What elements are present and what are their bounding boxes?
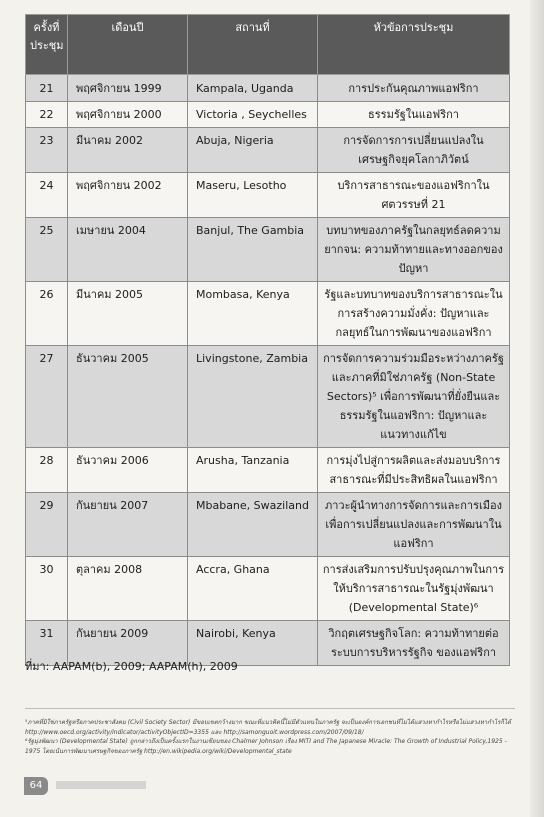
meeting-topic: บทบาทของภาครัฐในกลยุทธ์ลดความยากจน: ความท้าทายและทางออกของปัญหา [318,218,510,282]
table-source: ที่มา: AAPAM(b), 2009; AAPAM(h), 2009 [25,660,238,673]
meeting-number: 23 [26,128,68,173]
meeting-topic: ภาวะผู้นำทางการจัดการและการเมืองเพื่อการเปลี่ยนแปลงและการพัฒนาในแอฟริกา [318,493,510,557]
header-month-year: เดือนปี [68,15,188,75]
meeting-number: 22 [26,102,68,128]
meeting-date: เมษายน 2004 [68,218,188,282]
meeting-topic: การประกันคุณภาพแอฟริกา [318,75,510,102]
footnote-5: ⁵ภาคที่มิใช่ภาครัฐหรือภาคประชาสังคม (Civil Society Sector) มีขอบเขตกว้างมาก ขณะที่แนวคิดนี้ไม่มีตัวแทนในภาครัฐ จะเป็นองค์การเอกชนที่ไม่ได้แสวงหากำไรหรือไม่แสวงหากำไรก็ได้ http://www.oecd.org/activity/indicator/activityObjectID=3355 และ http://samonguoit.wordpress.com/2007/09/18/ [25,719,511,736]
meeting-date: พฤศจิกายน 1999 [68,75,188,102]
meeting-date: ตุลาคม 2008 [68,557,188,621]
meeting-venue: Livingstone, Zambia [188,346,318,448]
meeting-topic: ธรรมรัฐในแอฟริกา [318,102,510,128]
meeting-topic: รัฐและบทบาทของบริการสาธารณะในการสร้างความมั่งคั่ง: ปัญหาและกลยุทธ์ในการพัฒนาของแอฟริกา [318,282,510,346]
table-row [26,557,510,621]
table-header-row [26,15,510,75]
table-row [26,448,510,493]
meeting-venue: Mbabane, Swaziland [188,493,318,557]
meeting-topic: บริการสาธารณะของแอฟริกาในศตวรรษที่ 21 [318,173,510,218]
header-meeting-number: ครั้งที่ ประชุม [26,15,68,75]
meeting-venue: Abuja, Nigeria [188,128,318,173]
footnote-6: ⁶รัฐมุ่งพัฒนา (Developmental State) ถูกกล่าวถึงเป็นครั้งแรกในงานเขียนของ Chalmer Johnson เรื่อง MITI and The Japanese Miracle: The Growth of Industrial Policy,1925 - 1975 โดยเน้นการพัฒนาเศรษฐกิจของภาครัฐ http://en.wikipedia.org/wiki/Developmental_state [25,738,507,755]
meeting-venue: Arusha, Tanzania [188,448,318,493]
meeting-date: พฤศจิกายน 2002 [68,173,188,218]
table-row [26,75,510,102]
footnotes [25,718,515,756]
meeting-venue: Nairobi, Kenya [188,621,318,666]
meetings-table [25,14,510,666]
meeting-date: มีนาคม 2005 [68,282,188,346]
meeting-date: กันยายน 2009 [68,621,188,666]
meeting-date: กันยายน 2007 [68,493,188,557]
page-number: 64 [24,777,48,795]
meeting-number: 25 [26,218,68,282]
meeting-venue: Maseru, Lesotho [188,173,318,218]
meeting-date: ธันวาคม 2005 [68,346,188,448]
table-row [26,493,510,557]
table-row [26,128,510,173]
meeting-venue: Victoria , Seychelles [188,102,318,128]
meeting-number: 26 [26,282,68,346]
table-row [26,218,510,282]
meeting-number: 31 [26,621,68,666]
meeting-date: พฤศจิกายน 2000 [68,102,188,128]
meeting-topic: การจัดการการเปลี่ยนแปลงในเศรษฐกิจยุคโลกาภิวัตน์ [318,128,510,173]
meeting-venue: Banjul, The Gambia [188,218,318,282]
meeting-venue: Mombasa, Kenya [188,282,318,346]
meeting-venue: Kampala, Uganda [188,75,318,102]
table-row [26,102,510,128]
page-edge [530,0,544,817]
header-venue: สถานที่ [188,15,318,75]
table-row [26,173,510,218]
footnote-divider [25,708,515,709]
meeting-number: 27 [26,346,68,448]
meeting-venue: Accra, Ghana [188,557,318,621]
meeting-topic: การมุ่งไปสู่การผลิตและส่งมอบบริการสาธารณะที่มีประสิทธิผลในแอฟริกา [318,448,510,493]
footer-decoration [56,781,146,789]
meeting-date: ธันวาคม 2006 [68,448,188,493]
meeting-number: 21 [26,75,68,102]
table-row [26,282,510,346]
table-row [26,346,510,448]
meeting-number: 30 [26,557,68,621]
meeting-date: มีนาคม 2002 [68,128,188,173]
header-topic: หัวข้อการประชุม [318,15,510,75]
meeting-topic: การส่งเสริมการปรับปรุงคุณภาพในการให้บริการสาธารณะในรัฐมุ่งพัฒนา (Developmental State)⁶ [318,557,510,621]
meeting-topic: การจัดการความร่วมมือระหว่างภาครัฐและภาคที่มิใช่ภาครัฐ (Non-State Sectors)⁵ เพื่อการพัฒนาที่ยั่งยืนและธรรมรัฐในแอฟริกา: ปัญหาและแนวทางแก้ไข [318,346,510,448]
meeting-number: 24 [26,173,68,218]
meeting-topic: วิกฤตเศรษฐกิจโลก: ความท้าทายต่อระบบการบริหารรัฐกิจ ของแอฟริกา [318,621,510,666]
meeting-number: 28 [26,448,68,493]
meeting-number: 29 [26,493,68,557]
